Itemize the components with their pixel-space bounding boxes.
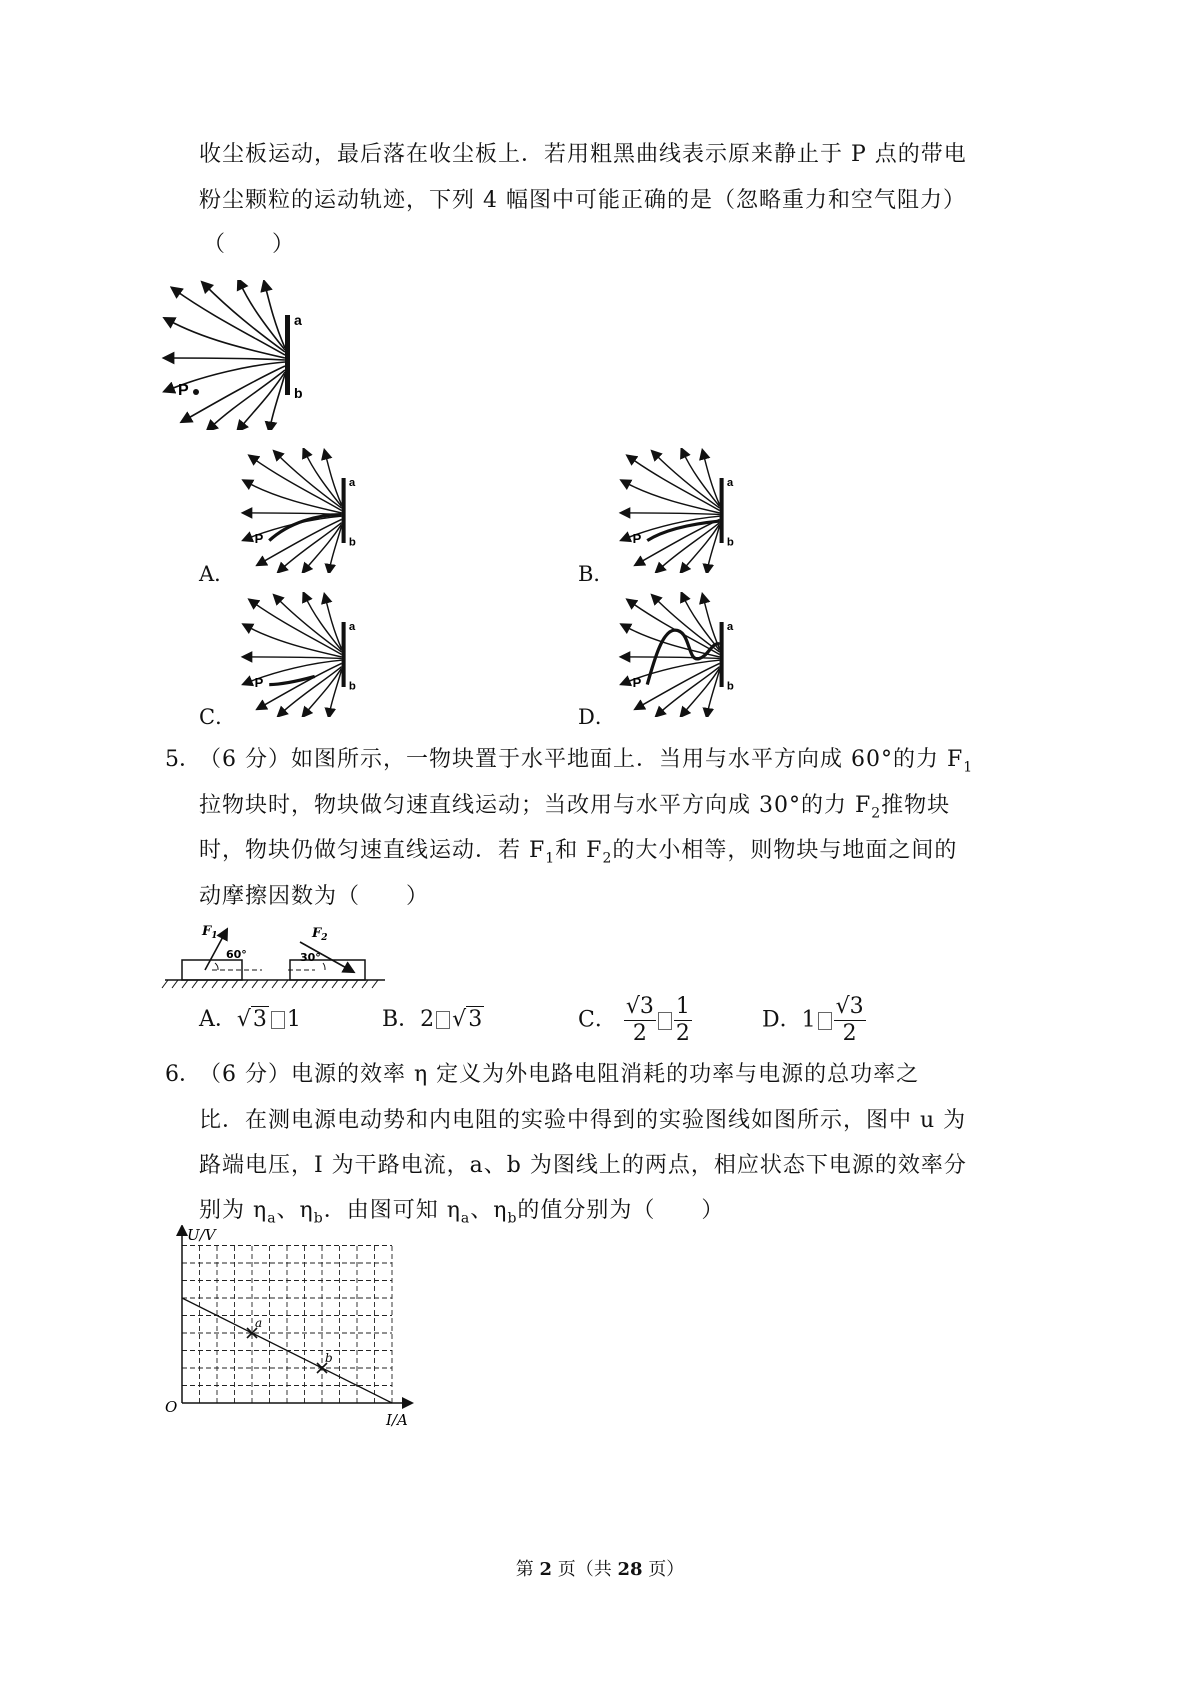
svg-text:F1: $F_1$ bbox=[202, 925, 218, 941]
label-p: P bbox=[632, 531, 642, 546]
label-a: a bbox=[294, 312, 302, 328]
angle-60-label: 60° bbox=[226, 948, 247, 961]
q6-number: 6． bbox=[165, 1062, 201, 1087]
q6-text-line-1: （6 分）电源的效率 η 定义为外电路电阻消耗的功率与电源的总功率之 bbox=[199, 1062, 920, 1087]
label-b: b bbox=[294, 385, 303, 401]
label-a: a bbox=[726, 621, 734, 634]
q5-option-c[interactable]: C． $\frac{√3}{2}$ $\frac{1}{2}$ bbox=[578, 994, 690, 1046]
q6-text-line-4: 别为 $\eta_a$、$\eta_b$．由图可知 $\eta_a$、$\eta_b$的值分别为（ ） bbox=[199, 1198, 725, 1227]
label-a: a bbox=[348, 477, 356, 490]
label-a: a bbox=[726, 477, 734, 490]
option-c-figure[interactable] bbox=[240, 592, 370, 717]
q6-text-line-3: 路端电压，I 为干路电流，a、b 为图线上的两点，相应状态下电源的效率分 bbox=[199, 1153, 967, 1178]
q4-text-line-2: 粉尘颗粒的运动轨迹，下列 4 幅图中可能正确的是（忽略重力和空气阻力） bbox=[199, 188, 966, 213]
q6-text-line-2: 比．在测电源电动势和内电阻的实验中得到的实验图线如图所示，图中 u 为 bbox=[199, 1108, 967, 1133]
page-footer: 第 2 页（共 28 页） bbox=[515, 1559, 685, 1580]
q6-u-i-graph bbox=[160, 1225, 420, 1430]
f1-label: F bbox=[202, 925, 212, 939]
point-label-b: b bbox=[325, 1351, 333, 1365]
q5-text-line-3: 时，物块仍做匀速直线运动．若 $F_1$和 $F_2$的大小相等，则物块与地面之间的 bbox=[199, 838, 958, 867]
q5-option-b[interactable]: B．2 √3 bbox=[382, 1007, 483, 1032]
option-b-figure[interactable] bbox=[618, 448, 748, 573]
field-lines-figure bbox=[160, 280, 320, 430]
label-p: P bbox=[254, 675, 264, 690]
svg-text:F2: $F_2$ bbox=[312, 926, 328, 943]
q5-force-figure bbox=[160, 925, 390, 995]
q4-option-d-label[interactable]: D． bbox=[578, 705, 616, 729]
origin-label: O bbox=[165, 1398, 178, 1416]
q4-text-line-3: （ ） bbox=[203, 232, 296, 257]
y-axis-label: U/V bbox=[187, 1226, 216, 1244]
q4-option-b-label[interactable]: B． bbox=[578, 562, 615, 586]
point-a bbox=[247, 1316, 262, 1338]
label-b: b bbox=[726, 536, 734, 549]
q5-option-a[interactable]: A．√3 1 bbox=[199, 1007, 301, 1032]
option-d-figure[interactable] bbox=[618, 592, 748, 717]
f2-label: F bbox=[312, 926, 322, 941]
label-p: P bbox=[178, 382, 189, 399]
q4-option-c-label[interactable]: C． bbox=[199, 705, 237, 729]
label-b: b bbox=[348, 536, 356, 549]
label-p: P bbox=[632, 675, 642, 690]
q5-option-d[interactable]: D．1 $\frac{√3}{2}$ bbox=[762, 994, 864, 1046]
point-label-a: a bbox=[255, 1316, 263, 1330]
label-b: b bbox=[726, 680, 734, 693]
q5-text-line-1: （6 分）如图所示，一物块置于水平地面上．当用与水平方向成 60°的力 $F_1$ bbox=[199, 747, 974, 776]
label-b: b bbox=[348, 680, 356, 693]
q5-text-line-4: 动摩擦因数为（ ） bbox=[199, 884, 430, 909]
label-a: a bbox=[348, 621, 356, 634]
graph-grid bbox=[182, 1246, 392, 1404]
q5-text-line-2: 拉物块时，物块做匀速直线运动；当改用与水平方向成 30°的力 $F_2$推物块 bbox=[199, 793, 951, 822]
label-p: P bbox=[254, 531, 264, 546]
option-a-figure[interactable] bbox=[240, 448, 370, 573]
q4-text-line-1: 收尘板运动，最后落在收尘板上．若用粗黑曲线表示原来静止于 P 点的带电 bbox=[199, 142, 967, 167]
x-axis-label: I/A bbox=[386, 1411, 408, 1429]
q5-number: 5． bbox=[165, 747, 201, 772]
q4-option-a-label[interactable]: A． bbox=[199, 562, 236, 586]
angle-30-label: 30° bbox=[300, 951, 321, 964]
